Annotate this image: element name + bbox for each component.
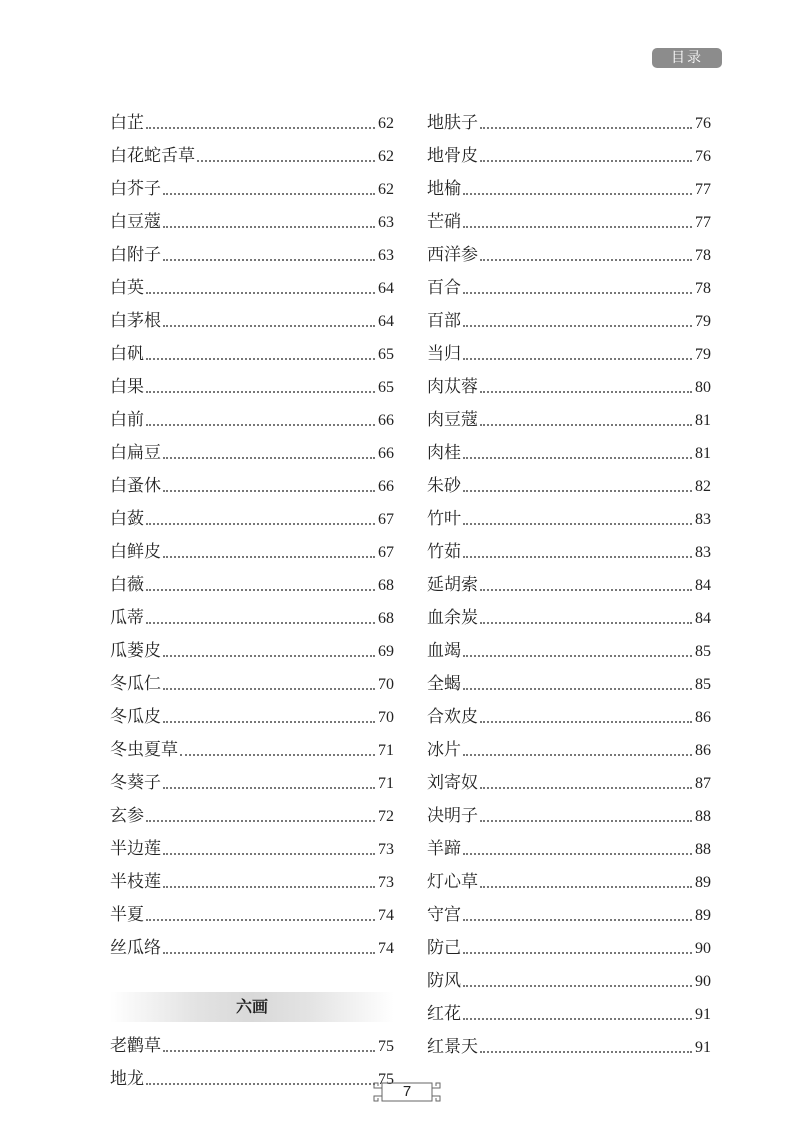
toc-entry-title: 半边莲 <box>110 839 161 859</box>
toc-entry-page: 85 <box>695 643 711 660</box>
toc-entry-page: 64 <box>378 313 394 330</box>
toc-entry-title: 肉苁蓉 <box>427 377 478 397</box>
toc-entry[interactable] <box>427 239 711 272</box>
dot-leader <box>163 688 375 690</box>
toc-entry[interactable] <box>427 668 711 701</box>
toc-entry-title: 羊蹄 <box>427 839 461 859</box>
dot-leader <box>480 127 692 129</box>
toc-entry-page: 70 <box>378 676 394 693</box>
toc-entry-title: 半枝莲 <box>110 872 161 892</box>
toc-entry-title: 地骨皮 <box>427 146 478 166</box>
toc-entry[interactable] <box>427 734 711 767</box>
dot-leader <box>163 952 375 954</box>
dot-leader <box>163 886 375 888</box>
toc-entry-title: 血竭 <box>427 641 461 661</box>
toc-entry-title: 西洋参 <box>427 245 478 265</box>
dot-leader <box>480 160 692 162</box>
toc-entry[interactable] <box>427 338 711 371</box>
toc-entry[interactable] <box>110 602 394 635</box>
toc-entry-page: 73 <box>378 841 394 858</box>
toc-entry[interactable] <box>110 206 394 239</box>
toc-entry[interactable] <box>427 272 711 305</box>
toc-entry-title: 白蔹 <box>110 509 144 529</box>
toc-entry-title: 红花 <box>427 1004 461 1024</box>
dot-leader <box>163 259 375 261</box>
toc-entry-title: 灯心草 <box>427 872 478 892</box>
toc-entry-page: 76 <box>695 115 711 132</box>
toc-entry-page: 68 <box>378 577 394 594</box>
dot-leader <box>463 556 692 558</box>
dot-leader <box>146 391 375 393</box>
toc-entry-title: 瓜蒂 <box>110 608 144 628</box>
dot-leader <box>463 226 692 228</box>
toc-entry-title: 地龙 <box>110 1069 144 1089</box>
toc-entry-page: 78 <box>695 247 711 264</box>
toc-left-column <box>110 107 394 1096</box>
toc-entry-title: 老鹳草 <box>110 1036 161 1056</box>
toc-entry-title: 竹叶 <box>427 509 461 529</box>
toc-entry-page: 62 <box>378 181 394 198</box>
toc-entry-page: 83 <box>695 544 711 561</box>
toc-entry-title: 白扁豆 <box>110 443 161 463</box>
toc-entry[interactable] <box>427 998 711 1031</box>
toc-entry-title: 朱砂 <box>427 476 461 496</box>
toc-entry-page: 86 <box>695 709 711 726</box>
toc-entry-page: 74 <box>378 907 394 924</box>
toc-entry-title: 白果 <box>110 377 144 397</box>
dot-leader <box>463 952 692 954</box>
toc-entry[interactable] <box>110 173 394 206</box>
toc-entry-title: 延胡索 <box>427 575 478 595</box>
toc-tab-label: 目录 <box>652 48 722 68</box>
toc-entry-title: 白英 <box>110 278 144 298</box>
toc-entry-page: 73 <box>378 874 394 891</box>
toc-entry-title: 白豆蔻 <box>110 212 161 232</box>
toc-entry-title: 刘寄奴 <box>427 773 478 793</box>
toc-entry-page: 88 <box>695 808 711 825</box>
toc-entry[interactable] <box>427 569 711 602</box>
toc-entry-page: 86 <box>695 742 711 759</box>
toc-entry[interactable] <box>427 833 711 866</box>
toc-entry-page: 63 <box>378 214 394 231</box>
toc-entry-title: 红景天 <box>427 1037 478 1057</box>
dot-leader <box>163 787 375 789</box>
dot-leader <box>463 292 692 294</box>
dot-leader <box>480 787 692 789</box>
dot-leader <box>146 1083 375 1085</box>
toc-entry[interactable] <box>110 668 394 701</box>
dot-leader <box>146 919 375 921</box>
toc-entry-page: 85 <box>695 676 711 693</box>
dot-leader <box>146 358 375 360</box>
dot-leader <box>146 292 375 294</box>
dot-leader <box>463 919 692 921</box>
toc-entry-title: 冬瓜仁 <box>110 674 161 694</box>
dot-leader <box>163 490 375 492</box>
toc-entry[interactable] <box>427 602 711 635</box>
dot-leader <box>463 985 692 987</box>
toc-entry[interactable] <box>110 866 394 899</box>
toc-entry[interactable] <box>427 404 711 437</box>
dot-leader <box>163 721 375 723</box>
dot-leader <box>163 853 375 855</box>
toc-entry-page: 67 <box>378 544 394 561</box>
toc-entry-page: 75 <box>378 1038 394 1055</box>
toc-entry-page: 90 <box>695 973 711 990</box>
toc-entry-title: 地肤子 <box>427 113 478 133</box>
toc-entry-title: 白花蛇舌草 <box>110 146 195 166</box>
toc-entry-title: 地榆 <box>427 179 461 199</box>
dot-leader <box>463 853 692 855</box>
toc-entry[interactable] <box>110 1063 394 1096</box>
toc-entry[interactable] <box>427 899 711 932</box>
toc-entry-title: 白芷 <box>110 113 144 133</box>
section-spacer <box>110 965 394 992</box>
toc-entry[interactable] <box>427 800 711 833</box>
toc-entry-title: 合欢皮 <box>427 707 478 727</box>
dot-leader <box>463 523 692 525</box>
toc-entry-page: 66 <box>378 478 394 495</box>
toc-entry-page: 77 <box>695 214 711 231</box>
toc-entry-title: 瓜蒌皮 <box>110 641 161 661</box>
dot-leader <box>163 226 375 228</box>
toc-entry-title: 白矾 <box>110 344 144 364</box>
dot-leader <box>163 655 375 657</box>
toc-entry-title: 白茅根 <box>110 311 161 331</box>
toc-entry-page: 71 <box>378 775 394 792</box>
dot-leader <box>480 622 692 624</box>
dot-leader <box>480 424 692 426</box>
toc-entry-page: 88 <box>695 841 711 858</box>
dot-leader <box>163 556 375 558</box>
toc-entry-title: 冬虫夏草 <box>110 740 178 760</box>
dot-leader <box>180 754 375 756</box>
toc-entry-page: 87 <box>695 775 711 792</box>
toc-entry-page: 65 <box>378 379 394 396</box>
toc-entry[interactable] <box>427 437 711 470</box>
toc-entry-page: 82 <box>695 478 711 495</box>
dot-leader <box>463 457 692 459</box>
toc-entry[interactable] <box>427 701 711 734</box>
toc-entry-page: 81 <box>695 412 711 429</box>
toc-entry-title: 丝瓜络 <box>110 938 161 958</box>
dot-leader <box>463 754 692 756</box>
toc-entry[interactable] <box>110 1030 394 1063</box>
toc-entry[interactable] <box>110 107 394 140</box>
toc-entry[interactable] <box>427 1031 711 1064</box>
toc-entry-title: 肉桂 <box>427 443 461 463</box>
toc-entry-page: 79 <box>695 346 711 363</box>
toc-entry[interactable] <box>110 701 394 734</box>
dot-leader <box>146 424 375 426</box>
dot-leader <box>146 589 375 591</box>
toc-entry[interactable] <box>110 536 394 569</box>
toc-entry[interactable] <box>110 272 394 305</box>
toc-entry-page: 71 <box>378 742 394 759</box>
toc-right-entries <box>427 107 711 1064</box>
toc-entry-title: 半夏 <box>110 905 144 925</box>
toc-entry-page: 81 <box>695 445 711 462</box>
dot-leader <box>463 358 692 360</box>
toc-entry[interactable] <box>427 932 711 965</box>
toc-entry-title: 白附子 <box>110 245 161 265</box>
dot-leader <box>146 622 375 624</box>
toc-entry-page: 68 <box>378 610 394 627</box>
toc-entry-title: 防己 <box>427 938 461 958</box>
toc-section-entries <box>110 1030 394 1096</box>
toc-entry[interactable] <box>427 965 711 998</box>
dot-leader <box>463 490 692 492</box>
toc-entry[interactable] <box>110 503 394 536</box>
toc-entry-page: 77 <box>695 181 711 198</box>
dot-leader <box>163 193 375 195</box>
toc-entry-page: 89 <box>695 907 711 924</box>
toc-entry[interactable] <box>110 734 394 767</box>
toc-entry[interactable] <box>427 767 711 800</box>
toc-entry-page: 62 <box>378 115 394 132</box>
toc-entry-title: 玄参 <box>110 806 144 826</box>
toc-entry-page: 67 <box>378 511 394 528</box>
toc-entry-page: 76 <box>695 148 711 165</box>
toc-entry-page: 91 <box>695 1039 711 1056</box>
toc-entry[interactable] <box>427 107 711 140</box>
dot-leader <box>480 589 692 591</box>
toc-entry[interactable] <box>110 635 394 668</box>
dot-leader <box>480 820 692 822</box>
dot-leader <box>463 193 692 195</box>
dot-leader <box>163 457 375 459</box>
dot-leader <box>480 391 692 393</box>
toc-entry-title: 白芥子 <box>110 179 161 199</box>
toc-entry-page: 72 <box>378 808 394 825</box>
toc-entry[interactable] <box>110 470 394 503</box>
toc-entry[interactable] <box>427 206 711 239</box>
toc-entry-title: 决明子 <box>427 806 478 826</box>
toc-entry[interactable] <box>110 767 394 800</box>
toc-entry-title: 血余炭 <box>427 608 478 628</box>
toc-entry-page: 84 <box>695 577 711 594</box>
toc-entry-page: 65 <box>378 346 394 363</box>
toc-entry[interactable] <box>110 404 394 437</box>
toc-entry-page: 91 <box>695 1006 711 1023</box>
dot-leader <box>480 259 692 261</box>
toc-entry-title: 白前 <box>110 410 144 430</box>
toc-entry-title: 竹茹 <box>427 542 461 562</box>
toc-entry-page: 84 <box>695 610 711 627</box>
toc-entry-title: 百合 <box>427 278 461 298</box>
dot-leader <box>146 523 375 525</box>
dot-leader <box>480 1051 692 1053</box>
toc-entry[interactable] <box>110 569 394 602</box>
toc-entry-page: 74 <box>378 940 394 957</box>
toc-entry-title: 全蝎 <box>427 674 461 694</box>
toc-entry[interactable] <box>427 866 711 899</box>
toc-entry-page: 69 <box>378 643 394 660</box>
toc-entry[interactable] <box>110 932 394 965</box>
toc-entry-title: 防风 <box>427 971 461 991</box>
toc-entry-page: 83 <box>695 511 711 528</box>
toc-entry-title: 百部 <box>427 311 461 331</box>
toc-entry-page: 90 <box>695 940 711 957</box>
dot-leader <box>463 1018 692 1020</box>
toc-entry-title: 芒硝 <box>427 212 461 232</box>
toc-entry[interactable] <box>427 371 711 404</box>
toc-entry-page: 64 <box>378 280 394 297</box>
toc-entry-title: 冰片 <box>427 740 461 760</box>
toc-entry-title: 白薇 <box>110 575 144 595</box>
toc-entry[interactable] <box>110 239 394 272</box>
toc-entry-page: 89 <box>695 874 711 891</box>
toc-entry-title: 守宫 <box>427 905 461 925</box>
toc-entry-page: 79 <box>695 313 711 330</box>
dot-leader <box>463 325 692 327</box>
dot-leader <box>163 1050 375 1052</box>
toc-entry-page: 62 <box>378 148 394 165</box>
toc-entry[interactable] <box>427 503 711 536</box>
dot-leader <box>480 721 692 723</box>
dot-leader <box>163 325 375 327</box>
toc-entry[interactable] <box>110 371 394 404</box>
dot-leader <box>146 127 375 129</box>
toc-entry-page: 78 <box>695 280 711 297</box>
toc-entry[interactable] <box>427 635 711 668</box>
toc-entry-title: 肉豆蔻 <box>427 410 478 430</box>
toc-entry-title: 当归 <box>427 344 461 364</box>
toc-entry-page: 70 <box>378 709 394 726</box>
toc-entry-page: 80 <box>695 379 711 396</box>
toc-entry-page: 75 <box>378 1071 394 1088</box>
page-number: 7 <box>402 1083 412 1100</box>
toc-entry[interactable] <box>110 833 394 866</box>
dot-leader <box>197 160 375 162</box>
toc-entry[interactable] <box>427 470 711 503</box>
section-header: 六画 <box>110 992 394 1022</box>
toc-entry[interactable] <box>427 536 711 569</box>
toc-entry-title: 白蚤休 <box>110 476 161 496</box>
toc-entry[interactable] <box>427 305 711 338</box>
dot-leader <box>463 688 692 690</box>
toc-entry-title: 冬葵子 <box>110 773 161 793</box>
toc-entry-page: 63 <box>378 247 394 264</box>
toc-entry[interactable] <box>110 140 394 173</box>
toc-entry[interactable] <box>427 140 711 173</box>
toc-entry[interactable] <box>110 437 394 470</box>
toc-entry-title: 冬瓜皮 <box>110 707 161 727</box>
dot-leader <box>480 886 692 888</box>
page-footer <box>370 1078 444 1106</box>
toc-entry-page: 66 <box>378 445 394 462</box>
toc-left-entries <box>110 107 394 965</box>
toc-entry[interactable] <box>110 338 394 371</box>
dot-leader <box>146 820 375 822</box>
toc-entry[interactable] <box>110 800 394 833</box>
dot-leader <box>463 655 692 657</box>
toc-entry-page: 66 <box>378 412 394 429</box>
toc-right-column <box>427 107 711 1064</box>
toc-entry-title: 白鲜皮 <box>110 542 161 562</box>
toc-entry[interactable] <box>110 305 394 338</box>
toc-entry[interactable] <box>427 173 711 206</box>
toc-entry[interactable] <box>110 899 394 932</box>
